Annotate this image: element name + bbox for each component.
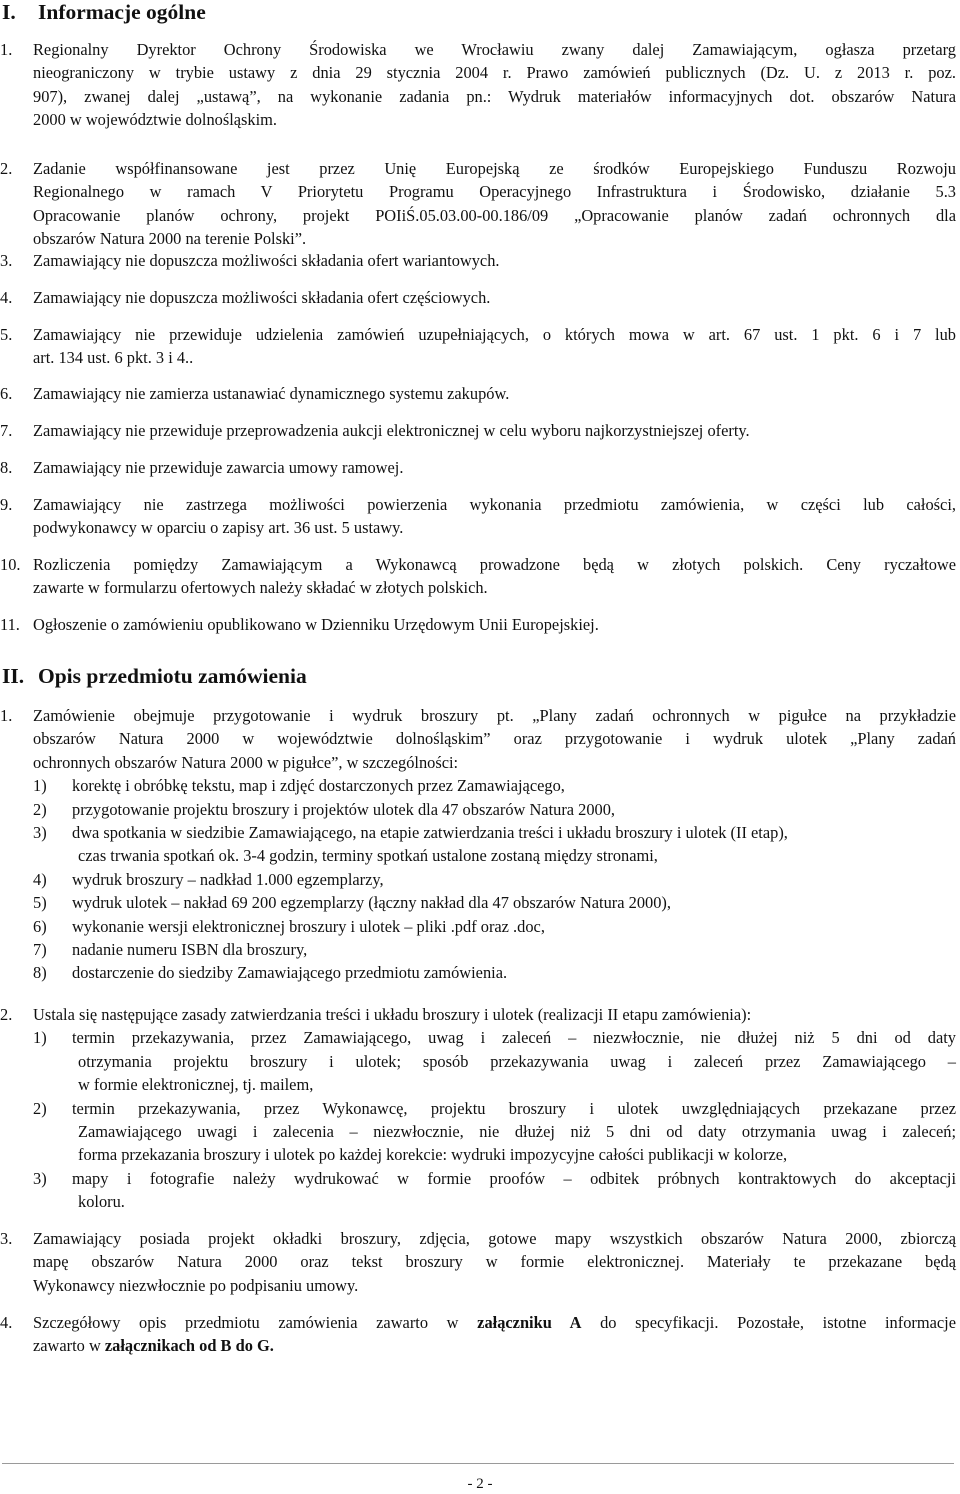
list-item: 2. Zadanie współfinansowane jest przez Unię Europejską ze środków Europejskiego Funduszu Rozwoju Regionalnego w ramach V Priorytetu Programu Operacyjnego Infrastruktura i Środowisko, działanie 5.3 Opracowanie planów ochrony, projekt POIiŚ.05.03.00-00.186/09 „Opracowanie planów zadań ochronnych dla obszarów Natura 2000 na terenie Polski”. [0,159,956,249]
item-number: 8. [0,458,13,477]
sub-item: 3) mapy i fotografie należy wydrukować w formie proofów – odbitek próbnych kontraktowych do akceptacji [33,1168,956,1188]
list-item: 11. Ogłoszenie o zamówieniu opublikowano w Dzienniku Urzędowym Unii Europejskiej. [0,613,956,636]
item-number: 7. [0,421,13,440]
list-item: 4. Zamawiający nie dopuszcza możliwości składania ofert częściowych. [0,286,956,309]
footer-divider [2,1463,954,1464]
item-number: 2. [0,1005,13,1024]
section-title: Opis przedmiotu zamówienia [38,664,307,688]
item-number: 4. [0,1313,13,1332]
list-item: 3. Zamawiający posiada projekt okładki broszury, zdjęcia, gotowe mapy wszystkich obszarów Natura 2000, zbiorczą mapę obszarów Natura 2000 oraz tekst broszury w formie elektronicznej. Materiały te przekazane będą Wykonawcy niezwłocznie po podpisaniu umowy. [0,1229,956,1295]
item-number: 11. [0,615,20,634]
item-number: 4. [0,288,13,307]
section-heading [2,664,307,688]
item-number: 1. [0,40,13,59]
section-title: Informacje ogólne [38,0,206,24]
item-number: 3. [0,251,13,270]
sub-item: 1) korektę i obróbkę tekstu, map i zdjęć dostarczonych przez Zamawiającego, [33,776,565,796]
list-item: 6. Zamawiający nie zamierza ustanawiać dynamicznego systemu zakupów. [0,382,956,405]
item-number: 10. [0,555,21,574]
section-number: II. [2,664,25,688]
sub-item: 5) wydruk ulotek – nakład 69 200 egzemplarzy (łączny nakład dla 47 obszarów Natura 2000), [33,893,671,913]
sub-item: 3) dwa spotkania w siedzibie Zamawiającego, na etapie zatwierdzania treści i układu broszury i ulotek (II etap), [33,822,788,842]
list-item: 10. Rozliczenia pomiędzy Zamawiającym a Wykonawcą prowadzone będą w złotych polskich. Ceny ryczałtowe zawarte w formularzu ofertowych należy składać w złotych polskich. [0,555,956,598]
list-item: 5. Zamawiający nie przewiduje udzielenia zamówień uzupełniających, o których mowa w art. 67 ust. 1 pkt. 6 i 7 lub art. 134 ust. 6 pkt. 3 i 4.. [0,325,956,368]
list-item: 7. Zamawiający nie przewiduje przeprowadzenia aukcji elektronicznej w celu wyboru najkorzystniejszej oferty. [0,419,956,442]
sub-item: 2) przygotowanie projektu broszury i projektów ulotek dla 47 obszarów Natura 2000, [33,799,616,819]
section-heading [2,0,206,24]
item-number: 6. [0,384,13,403]
list-item: 1. Zamówienie obejmuje przygotowanie i wydruk broszury pt. „Plany zadań ochronnych w pigułce na przykładzie obszarów Natura 2000 w województwie dolnośląskim” oraz przygotowanie i wydruk ulotek „Plany zadań ochronnych obszarów Natura 2000 w pigułce”, w szczególności: 1) korektę i obróbkę tekstu, map i zdjęć dostarczonych przez Zamawiającego, 2) przygotowanie projektu broszury i projektów ulotek dla 47 obszarów Natura 2000, 3) dwa spotkania w siedzibie Zamawiającego, na etapie zatwierdzania treści i układu broszury i ulotek (II etap), czas trwania spotkań ok. 3-4 godzin, terminy spotkań ustalone zostaną między stronami, 4) wydruk broszury – nadkład 1.000 egzemplarzy, 5) wydruk ulotek – nakład 69 200 egzemplarzy (łączny nakład dla 47 obszarów Natura 2000), 6) wykonanie wersji elektronicznej broszury i ulotek – pliki .pdf oraz .doc, 7) nadanie numeru ISBN dla broszury, 8) dostarczenie do siedziby Zamawiającego przedmiotu zamówienia. [0,704,956,985]
list-item: 1. Regionalny Dyrektor Ochrony Środowiska we Wrocławiu zwany dalej Zamawiającym, ogłasza przetarg nieograniczony w trybie ustawy z dnia 29 stycznia 2004 r. Prawo zamówień publicznych (Dz. U. z 2013 r. poz. 907), zwanej dalej „ustawą”, na wykonanie zadania pn.: Wydruk materiałów informacyjnych dot. obszarów Natura 2000 w województwie dolnośląskim. [0,40,956,130]
sub-item: 4) wydruk broszury – nadkład 1.000 egzemplarzy, [33,869,384,889]
sub-item: 7) nadanie numeru ISBN dla broszury, [33,939,308,959]
section-number: I. [2,0,16,24]
list-item: 9. Zamawiający nie zastrzega możliwości powierzenia wykonania przedmiotu zamówienia, w części lub całości, podwykonawcy w oparciu o zapisy art. 36 ust. 5 ustawy. [0,495,956,538]
item-number: 2. [0,159,13,178]
sub-item: 1) termin przekazywania, przez Zamawiającego, uwag i zaleceń – niezwłocznie, nie dłużej niż 5 dni od daty [33,1028,956,1048]
sub-item: 2) termin przekazywania, przez Wykonawcę, projektu broszury i ulotek uwzględniających przekazane przez [33,1098,956,1118]
sub-item: 6) wykonanie wersji elektronicznej broszury i ulotek – pliki .pdf oraz .doc, [33,916,545,936]
item-number: 9. [0,495,13,514]
list-item: 3. Zamawiający nie dopuszcza możliwości składania ofert wariantowych. [0,249,956,272]
sub-item: 8) dostarczenie do siedziby Zamawiającego przedmiotu zamówienia. [33,963,508,983]
item-number: 3. [0,1229,13,1248]
list-item: 4. Szczegółowy opis przedmiotu zamówienia zawarto w załączniku A do specyfikacji. Pozostałe, istotne informacje zawarto w załącznikach od B do G. [0,1313,956,1356]
list-item: 8. Zamawiający nie przewiduje zawarcia umowy ramowej. [0,456,956,479]
item-number: 5. [0,325,13,344]
page-number: - 2 - [467,1476,493,1492]
list-item: 2. Ustala się następujące zasady zatwierdzania treści i układu broszury i ulotek (realizacji II etapu zamówienia): 1) termin przekazywania, przez Zamawiającego, uwag i zaleceń – niezwłocznie, nie dłużej niż 5 dni od daty otrzymania projektu broszury i ulotek; sposób przekazywania uwag i zaleceń przez Zamawiającego – w formie elektronicznej, tj. mailem, 2) termin przekazywania, przez Wykonawcę, projektu broszury i ulotek uwzględniających przekazane przez Zamawiającego uwagi i zalecenia – niezwłocznie, nie dłużej niż 5 dni od daty otrzymania uwag i zaleceń; forma przekazania broszury i ulotek po każdej korekcie: wydruki impozycyjne całości publikacji w kolorze, 3) mapy i fotografie należy wydrukować w formie proofów – odbitek próbnych kontraktowych do akceptacji koloru. [0,1005,956,1212]
item-number: 1. [0,706,13,725]
